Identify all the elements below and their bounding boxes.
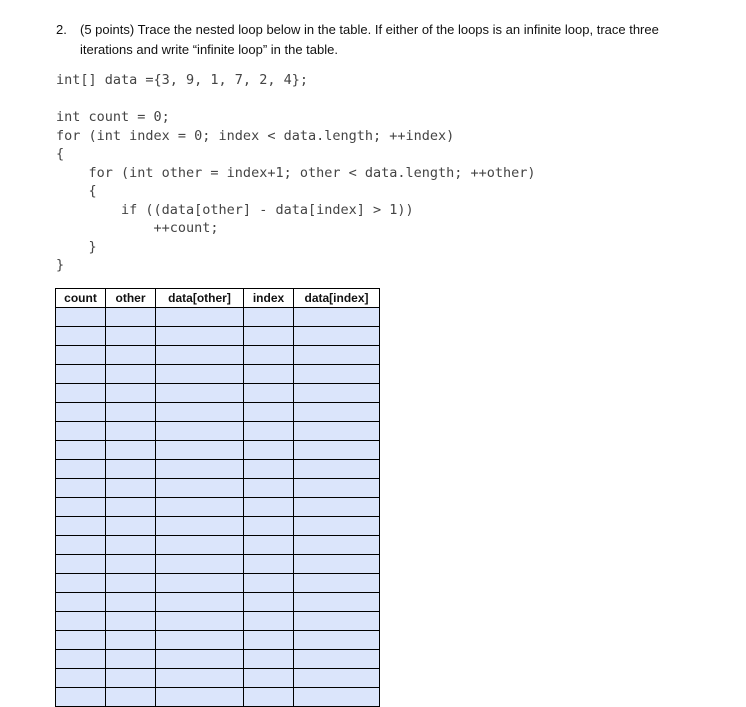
table-cell[interactable]: [294, 479, 380, 498]
trace-table-body: [56, 308, 380, 707]
table-cell[interactable]: [244, 688, 294, 707]
table-row: [56, 384, 380, 403]
table-cell[interactable]: [106, 669, 156, 688]
table-cell[interactable]: [156, 365, 244, 384]
question-number: 2.: [56, 22, 67, 37]
table-cell[interactable]: [156, 574, 244, 593]
table-cell[interactable]: [56, 650, 106, 669]
table-cell[interactable]: [56, 384, 106, 403]
table-cell[interactable]: [156, 593, 244, 612]
table-cell[interactable]: [56, 460, 106, 479]
table-cell[interactable]: [294, 422, 380, 441]
table-cell[interactable]: [244, 536, 294, 555]
code-line-inner-close-brace: }: [56, 239, 97, 255]
table-cell[interactable]: [56, 365, 106, 384]
trace-table: [55, 288, 380, 707]
table-cell[interactable]: [294, 384, 380, 403]
code-line-inner-open-brace: {: [56, 183, 97, 199]
table-row: [56, 441, 380, 460]
table-cell[interactable]: [56, 536, 106, 555]
table-cell[interactable]: [56, 574, 106, 593]
table-row: [56, 669, 380, 688]
table-row: [56, 688, 380, 707]
table-cell[interactable]: [244, 517, 294, 536]
table-cell[interactable]: [106, 441, 156, 460]
table-row: [56, 403, 380, 422]
table-cell[interactable]: [294, 308, 380, 327]
header-count: count: [56, 289, 106, 308]
code-line-outer-for: for (int index = 0; index < data.length; ++index): [56, 128, 455, 144]
code-line-outer-close-brace: }: [56, 257, 65, 273]
table-cell[interactable]: [56, 669, 106, 688]
table-cell[interactable]: [294, 593, 380, 612]
table-cell[interactable]: [106, 574, 156, 593]
table-cell[interactable]: [56, 517, 106, 536]
table-cell[interactable]: [244, 441, 294, 460]
table-cell[interactable]: [106, 422, 156, 441]
table-row: [56, 365, 380, 384]
table-cell[interactable]: [106, 403, 156, 422]
table-cell[interactable]: [294, 631, 380, 650]
table-row: [56, 327, 380, 346]
header-data-other: data[other]: [156, 289, 244, 308]
table-cell[interactable]: [244, 422, 294, 441]
table-cell[interactable]: [244, 593, 294, 612]
table-cell[interactable]: [156, 688, 244, 707]
table-cell[interactable]: [106, 346, 156, 365]
table-cell[interactable]: [294, 650, 380, 669]
table-row: [56, 555, 380, 574]
table-cell[interactable]: [244, 669, 294, 688]
code-line-if-condition: if ((data[other] - data[index] > 1)): [56, 202, 414, 218]
table-cell[interactable]: [244, 479, 294, 498]
table-cell[interactable]: [156, 460, 244, 479]
header-other: other: [106, 289, 156, 308]
table-cell[interactable]: [244, 631, 294, 650]
table-cell[interactable]: [106, 555, 156, 574]
table-cell[interactable]: [56, 593, 106, 612]
table-cell[interactable]: [244, 403, 294, 422]
table-row: [56, 612, 380, 631]
table-cell[interactable]: [244, 327, 294, 346]
table-cell[interactable]: [106, 631, 156, 650]
table-cell[interactable]: [106, 479, 156, 498]
table-cell[interactable]: [294, 460, 380, 479]
table-cell[interactable]: [156, 555, 244, 574]
table-cell[interactable]: [106, 536, 156, 555]
table-cell[interactable]: [294, 498, 380, 517]
table-cell[interactable]: [244, 555, 294, 574]
table-cell[interactable]: [56, 403, 106, 422]
table-cell[interactable]: [244, 365, 294, 384]
table-cell[interactable]: [294, 555, 380, 574]
table-cell[interactable]: [156, 327, 244, 346]
table-cell[interactable]: [106, 688, 156, 707]
table-cell[interactable]: [294, 669, 380, 688]
header-data-index: data[index]: [294, 289, 380, 308]
table-row: [56, 422, 380, 441]
table-cell[interactable]: [294, 612, 380, 631]
table-cell[interactable]: [56, 498, 106, 517]
table-cell[interactable]: [244, 612, 294, 631]
table-row: [56, 574, 380, 593]
table-cell[interactable]: [106, 460, 156, 479]
table-cell[interactable]: [56, 688, 106, 707]
code-line-data-declaration: int[] data ={3, 9, 1, 7, 2, 4};: [56, 72, 308, 88]
table-row: [56, 460, 380, 479]
table-cell[interactable]: [156, 517, 244, 536]
table-cell[interactable]: [56, 422, 106, 441]
table-cell[interactable]: [106, 593, 156, 612]
table-cell[interactable]: [56, 346, 106, 365]
table-cell[interactable]: [106, 498, 156, 517]
code-line-inner-for: for (int other = index+1; other < data.length; ++other): [56, 165, 536, 181]
table-cell[interactable]: [156, 308, 244, 327]
table-row: [56, 498, 380, 517]
table-cell[interactable]: [156, 669, 244, 688]
table-cell[interactable]: [106, 517, 156, 536]
table-cell[interactable]: [294, 441, 380, 460]
table-cell[interactable]: [156, 384, 244, 403]
table-cell[interactable]: [106, 612, 156, 631]
table-cell[interactable]: [156, 612, 244, 631]
table-cell[interactable]: [156, 441, 244, 460]
table-cell[interactable]: [106, 308, 156, 327]
table-row: [56, 631, 380, 650]
table-cell[interactable]: [244, 346, 294, 365]
table-cell[interactable]: [56, 308, 106, 327]
table-cell[interactable]: [56, 612, 106, 631]
table-cell[interactable]: [106, 365, 156, 384]
table-cell[interactable]: [294, 327, 380, 346]
table-cell[interactable]: [294, 688, 380, 707]
table-cell[interactable]: [156, 422, 244, 441]
table-cell[interactable]: [244, 650, 294, 669]
table-cell[interactable]: [106, 384, 156, 403]
table-cell[interactable]: [156, 631, 244, 650]
table-cell[interactable]: [294, 403, 380, 422]
table-row: [56, 593, 380, 612]
table-cell[interactable]: [106, 650, 156, 669]
header-index: index: [244, 289, 294, 308]
code-line-increment-count: ++count;: [56, 220, 219, 236]
table-cell[interactable]: [244, 460, 294, 479]
question-text: (5 points) Trace the nested loop below in the table. If either of the loops is an infinite loop, trace three iterations and write “infinite loop” in the table.: [80, 22, 659, 57]
table-cell[interactable]: [294, 536, 380, 555]
table-cell[interactable]: [156, 650, 244, 669]
table-cell[interactable]: [156, 536, 244, 555]
table-row: [56, 308, 380, 327]
table-cell[interactable]: [294, 346, 380, 365]
table-cell[interactable]: [56, 631, 106, 650]
table-cell[interactable]: [56, 479, 106, 498]
code-line-outer-open-brace: {: [56, 146, 65, 162]
code-line-count-init: int count = 0;: [56, 109, 170, 125]
table-row: [56, 517, 380, 536]
trace-table-header-row: [56, 289, 380, 308]
table-cell[interactable]: [244, 384, 294, 403]
table-cell[interactable]: [244, 498, 294, 517]
table-cell[interactable]: [294, 365, 380, 384]
table-row: [56, 650, 380, 669]
table-row: [56, 536, 380, 555]
table-cell[interactable]: [106, 327, 156, 346]
table-cell[interactable]: [156, 346, 244, 365]
table-cell[interactable]: [294, 517, 380, 536]
table-cell[interactable]: [156, 403, 244, 422]
table-row: [56, 346, 380, 365]
table-cell[interactable]: [56, 555, 106, 574]
table-cell[interactable]: [156, 479, 244, 498]
table-cell[interactable]: [294, 574, 380, 593]
table-cell[interactable]: [56, 441, 106, 460]
table-cell[interactable]: [244, 308, 294, 327]
table-cell[interactable]: [56, 327, 106, 346]
table-row: [56, 479, 380, 498]
question-block: [56, 20, 696, 60]
table-cell[interactable]: [244, 574, 294, 593]
table-cell[interactable]: [156, 498, 244, 517]
